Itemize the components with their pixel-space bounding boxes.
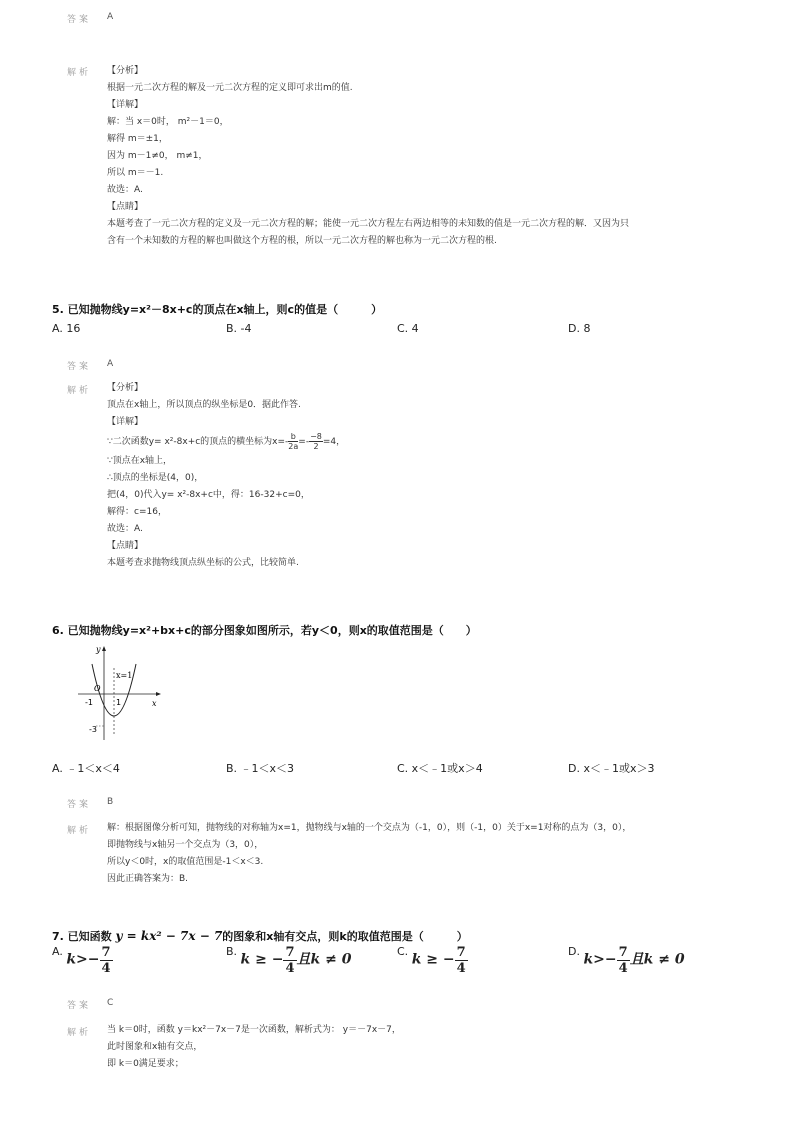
q5-analysis <box>107 380 345 572</box>
line: 【详解】 <box>107 100 144 110</box>
formula-tail: =4， <box>322 437 346 447</box>
line: ∴顶点的坐标是(4，0)， <box>107 473 204 483</box>
line: 解：当 x＝0时， m²－1＝0， <box>107 117 229 127</box>
fraction: $\frac{7}{4}$ <box>285 945 295 976</box>
line: ∵顶点在x轴上， <box>107 456 173 466</box>
symmetry-label: x=1 <box>116 671 133 680</box>
option-b[interactable]: B. ﹣1＜x＜3 <box>226 762 295 775</box>
origin-label: O <box>94 684 101 693</box>
line: 即 k＝0满足要求； <box>107 1059 184 1069</box>
answer-tag: 答案 <box>67 800 92 810</box>
fraction: $\frac{7}{4}$ <box>101 945 111 976</box>
line: 【详解】 <box>107 417 144 427</box>
line: 故选：A. <box>107 185 143 195</box>
option-b[interactable]: B. -4 <box>226 322 252 335</box>
answer-value: A <box>107 12 114 22</box>
parabola-graph <box>76 644 166 742</box>
line: 本题考查了一元二次方程的定义及一元二次方程的解；能使一元二次方程左右两边相等的未知数的值是一元二次方程的解．又因为只 <box>107 219 630 229</box>
option-a[interactable]: A. k>− $\frac{7}{4}$ <box>52 945 111 976</box>
x-label: x <box>152 699 157 708</box>
analysis-tag: 解析 <box>67 1028 92 1038</box>
fraction: $\frac{7}{4}$ <box>456 945 466 976</box>
q7-analysis <box>107 1022 401 1073</box>
option-d[interactable]: D. x＜﹣1或x＞3 <box>568 762 655 775</box>
line: 含有一个未知数的方程的解也叫做这个方程的根，所以一元二次方程的解也称为一元二次方程的根. <box>107 236 497 246</box>
line: 此时图象和x轴有交点， <box>107 1042 203 1052</box>
question-6-stem: 6. 已知抛物线y=x²+bx+c的部分图象如图所示，若y＜0，则x的取值范围是（ ） <box>52 624 477 637</box>
fraction: $\frac{b}{2a}$ <box>288 432 299 451</box>
line: 【分析】 <box>107 66 144 76</box>
stem-prefix: 7. 已知函数 <box>52 930 112 943</box>
line: 【点睛】 <box>107 541 144 551</box>
formula-mid: =- <box>298 437 310 447</box>
question-5-stem: 5. 已知抛物线y=x²－8x+c的顶点在x轴上，则c的值是（ ） <box>52 303 383 316</box>
y-label: y <box>96 645 101 654</box>
answer-tag: 答案 <box>67 362 92 372</box>
option-a[interactable]: A. 16 <box>52 322 81 335</box>
x-axis-arrow <box>156 692 161 696</box>
option-c[interactable]: C. 4 <box>397 322 419 335</box>
formula-text: ∵二次函数y= x²-8x+c的顶点的横坐标为x=- <box>107 437 289 447</box>
y-axis-arrow <box>102 646 106 651</box>
line: 把(4，0)代入y= x²-8x+c中，得：16-32+c=0， <box>107 490 310 500</box>
option-d[interactable]: D. 8 <box>568 322 591 335</box>
answer-value: C <box>107 998 114 1008</box>
line: 所以 m＝－1. <box>107 168 164 178</box>
line: 本题考查求抛物线顶点纵坐标的公式，比较简单. <box>107 558 299 568</box>
line: 所以y＜0时，x的取值范围是-1＜x＜3. <box>107 857 264 867</box>
stem-suffix: 的图象和x轴有交点，则k的取值范围是（ ） <box>222 930 468 943</box>
answer-tag: 答案 <box>67 1001 92 1011</box>
line: 解得：c=16， <box>107 507 167 517</box>
answer-value: B <box>107 797 114 807</box>
q6-analysis <box>107 820 631 888</box>
answer-value: A <box>107 359 114 369</box>
line: 根据一元二次方程的解及一元二次方程的定义即可求出m的值. <box>107 83 353 93</box>
analysis-tag: 解析 <box>67 826 92 836</box>
tick-minus-1: -1 <box>85 698 93 707</box>
line: 因为 m－1≠0， m≠1， <box>107 151 208 161</box>
fraction: $\frac{-8}{2}$ <box>310 432 322 451</box>
answer-tag: 答案 <box>67 15 92 25</box>
analysis-tag: 解析 <box>67 68 92 78</box>
line: 【点睛】 <box>107 202 144 212</box>
analysis-tag: 解析 <box>67 386 92 396</box>
option-d[interactable]: D. k>− $\frac{7}{4}$且k ≠ 0 <box>568 945 685 976</box>
option-b[interactable]: B. k ≥ − $\frac{7}{4}$且k ≠ 0 <box>226 945 352 976</box>
line: 当 k＝0时，函数 y＝kx²－7x－7是一次函数，解析式为： y＝－7x－7， <box>107 1025 401 1035</box>
option-c[interactable]: C. k ≥ − $\frac{7}{4}$ <box>397 945 466 976</box>
option-c[interactable]: C. x＜﹣1或x＞4 <box>397 762 483 775</box>
line: 故选：A. <box>107 524 143 534</box>
question-7-stem <box>52 928 468 944</box>
line: 顶点在x轴上，所以顶点的纵坐标是0．据此作答. <box>107 400 301 410</box>
stem-formula: y = kx² − 7x − 7 <box>115 929 223 943</box>
line: 解得 m＝±1， <box>107 134 168 144</box>
tick-1: 1 <box>116 698 122 707</box>
q4-analysis <box>107 63 629 250</box>
line: 即抛物线与x轴另一个交点为（3，0）， <box>107 840 264 850</box>
option-a[interactable]: A. ﹣1＜x＜4 <box>52 762 120 775</box>
line: 解：根据图像分析可知，抛物线的对称轴为x=1，抛物线与x轴的一个交点为（-1，0），则（-1，0）关于x=1对称的点为（3，0）， <box>107 823 632 833</box>
line: 因此正确答案为：B. <box>107 874 189 884</box>
tick-minus-3: -3 <box>89 725 97 734</box>
fraction: $\frac{7}{4}$ <box>618 945 628 976</box>
line <box>107 431 345 453</box>
line: 【分析】 <box>107 383 144 393</box>
